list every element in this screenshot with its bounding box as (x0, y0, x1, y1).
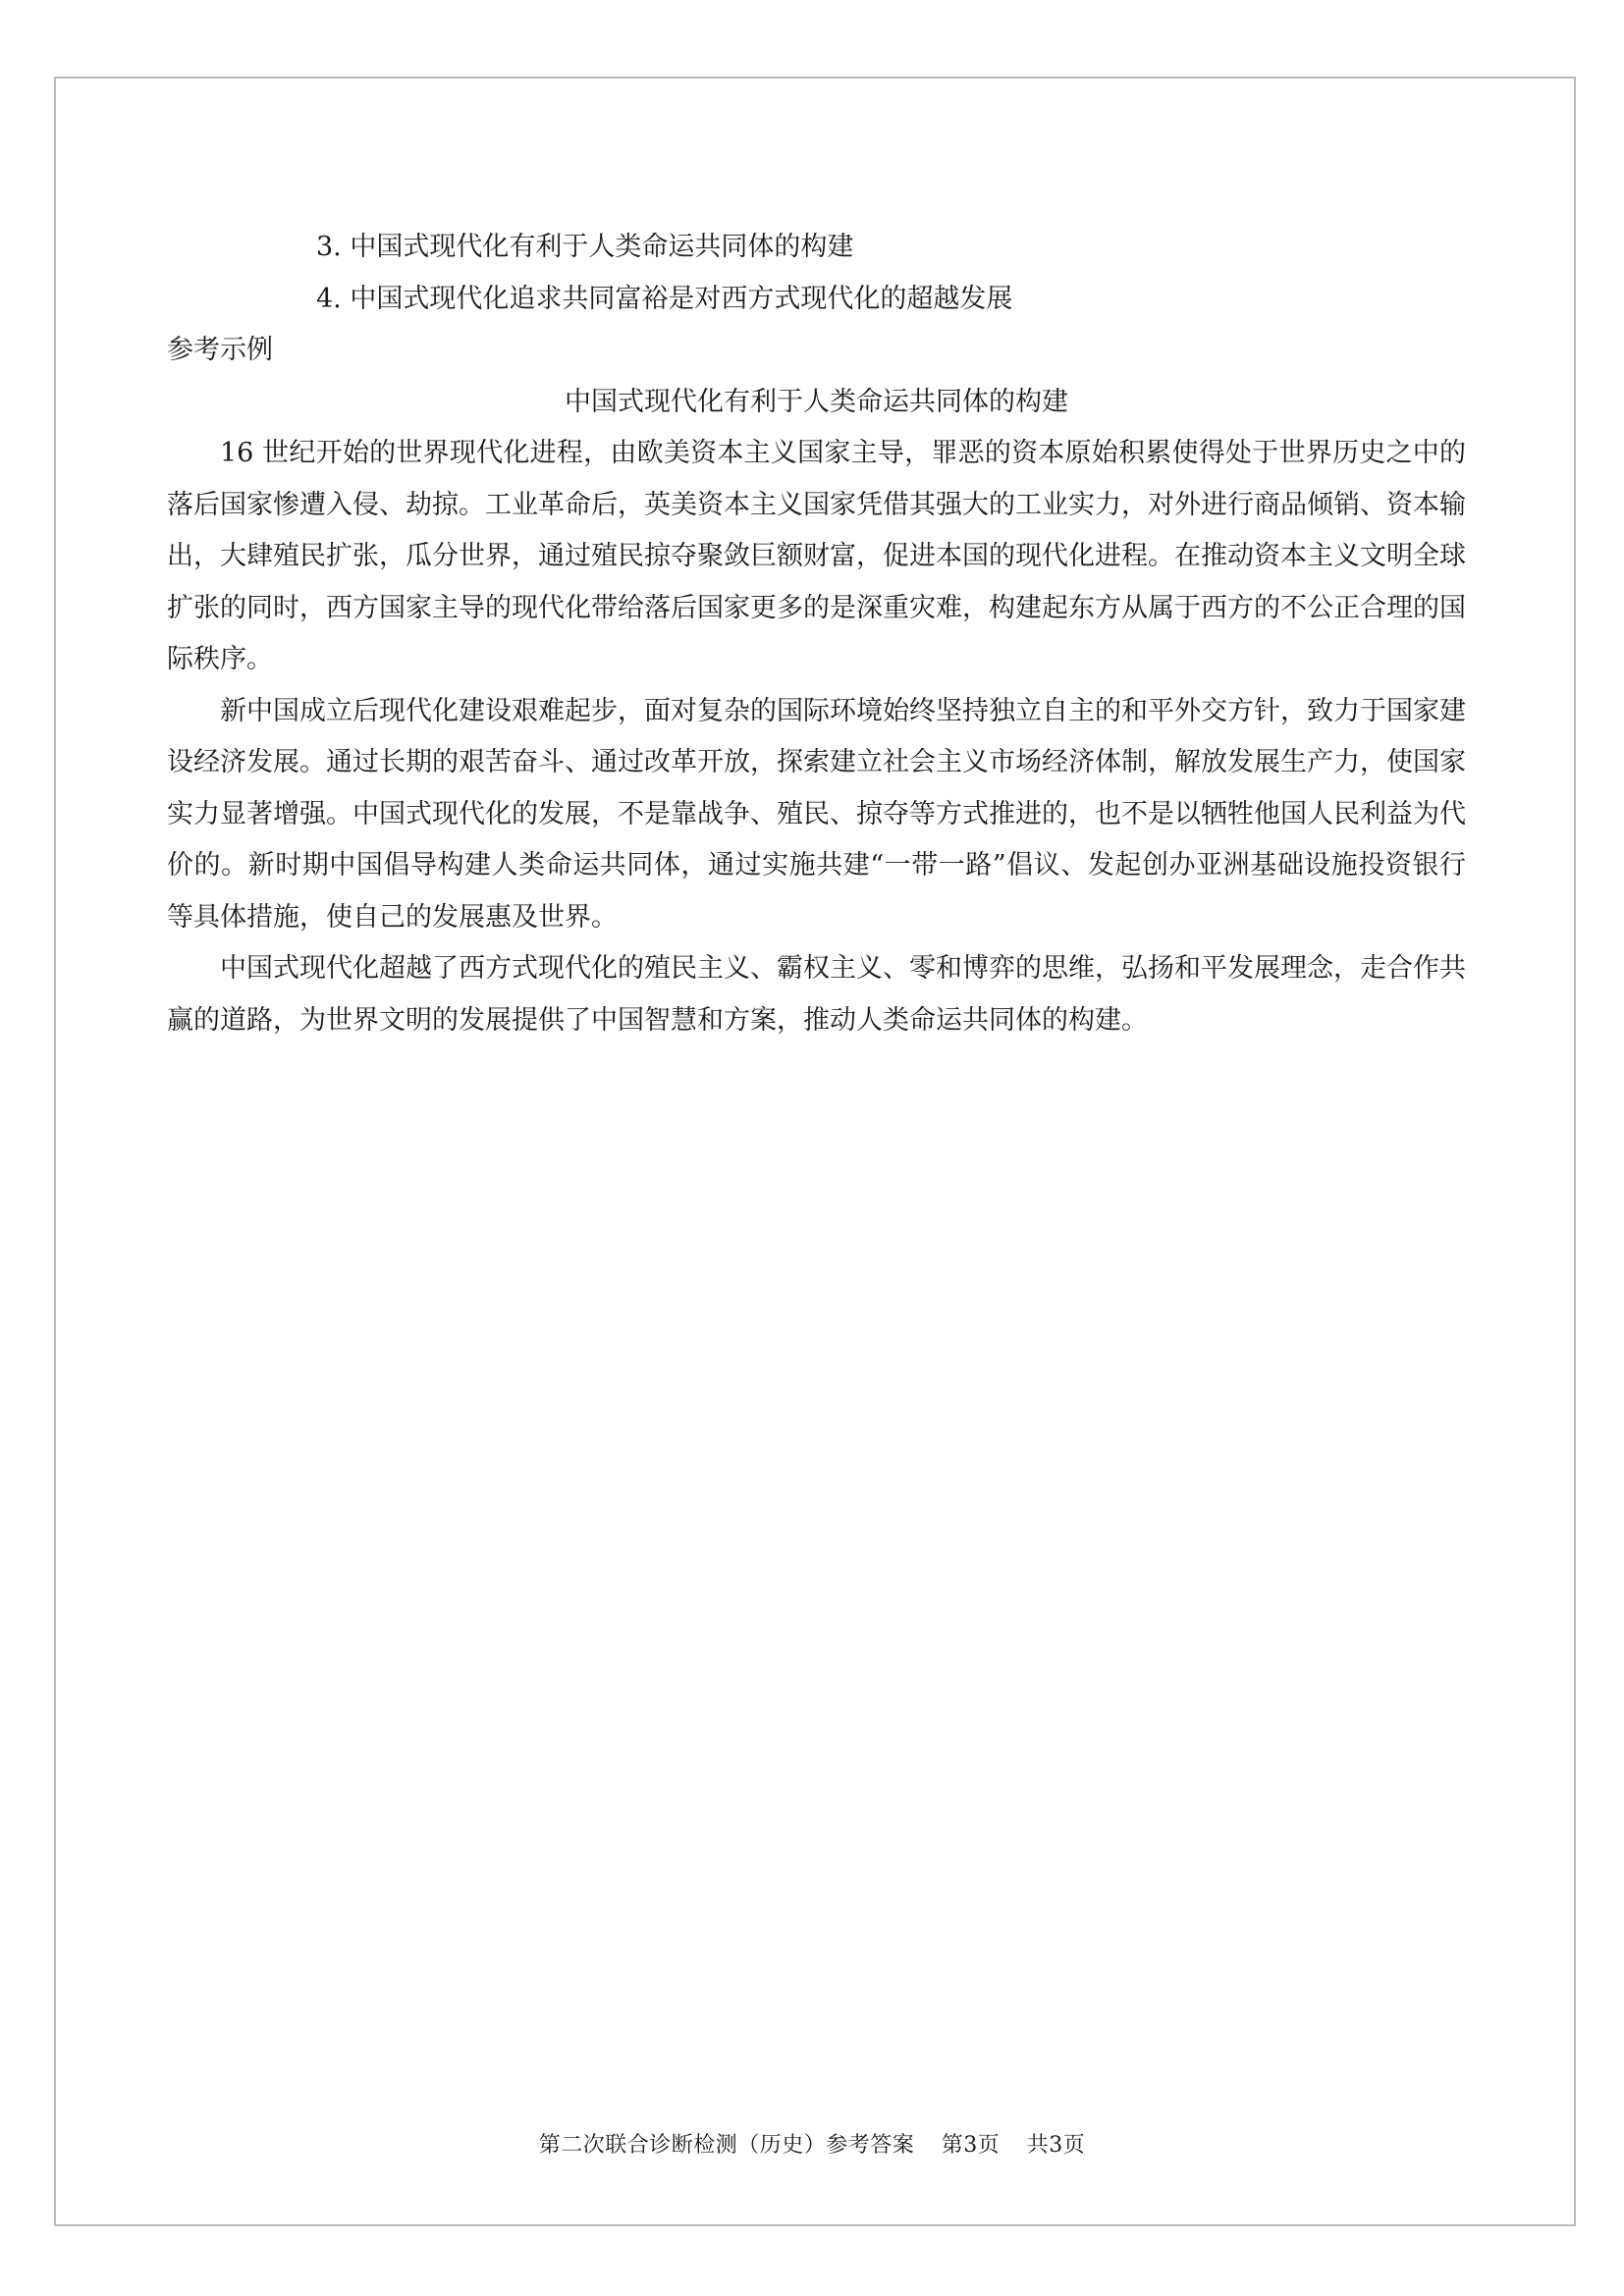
section-label: 参考示例 (167, 335, 273, 365)
footer-page-total: 共3页 (1026, 2133, 1086, 2158)
footer-doc-title: 第二次联合诊断检测（历史）参考答案 (538, 2133, 915, 2158)
footer-page-number: 第3页 (941, 2133, 1001, 2158)
essay-paragraph-2: 新中国成立后现代化建设艰难起步，面对复杂的国际环境始终坚持独立自主的和平外交方针，致力于国家建设经济发展。通过长期的艰苦奋斗、通过改革开放，探索建立社会主义市场经济体制，解放发展生产力，使国家实力显著增强。中国式现代化的发展，不是靠战争、殖民、掠夺等方式推进的，也不是以牺牲他国人民利益为代价的。新时期中国倡导构建人类命运共同体，通过实施共建“一带一路”倡议、发起创办亚洲基础设施投资银行等具体措施，使自己的发展惠及世界。 (167, 695, 1466, 933)
essay-paragraph-3: 中国式现代化超越了西方式现代化的殖民主义、霸权主义、零和博弈的思维，弘扬和平发展理念，走合作共赢的道路，为世界文明的发展提供了中国智慧和方案，推动人类命运共同体的构建。 (167, 953, 1466, 1036)
essay-paragraph-1: 16 世纪开始的世界现代化进程，由欧美资本主义国家主导，罪恶的资本原始积累使得处于世界历史之中的落后国家惨遭入侵、劫掠。工业革命后，英美资本主义国家凭借其强大的工业实力，对外进行商品倾销、资本输出，大肆殖民扩张，瓜分世界，通过殖民掠夺聚敛巨额财富，促进本国的现代化进程。在推动资本主义文明全球扩张的同时，西方国家主导的现代化带给落后国家更多的是深重灾难，构建起东方从属于西方的不公正合理的国际秩序。 (167, 438, 1466, 674)
page-footer (0, 2128, 1624, 2159)
answer-content (167, 222, 1466, 1046)
essay-title: 中国式现代化有利于人类命运共同体的构建 (565, 386, 1068, 417)
list-item-3: 3. 中国式现代化有利于人类命运共同体的构建 (316, 232, 854, 262)
list-item-4: 4. 中国式现代化追求共同富裕是对西方式现代化的超越发展 (316, 283, 1013, 314)
